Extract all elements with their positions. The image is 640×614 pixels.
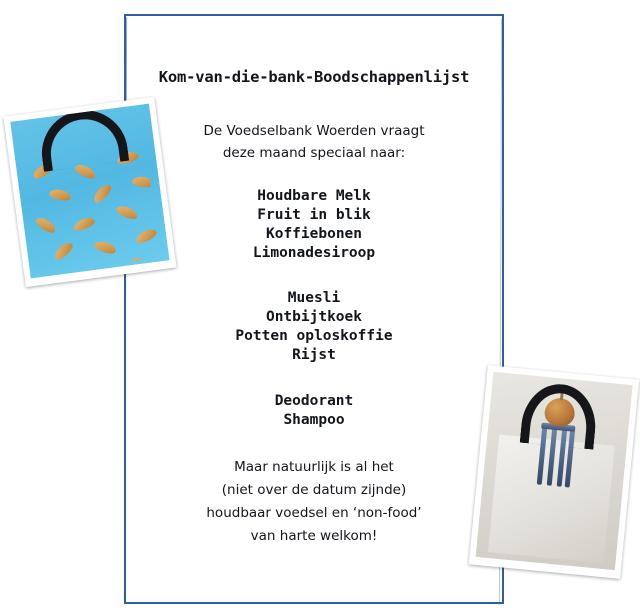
bread-icon: [91, 182, 113, 205]
bread-icon: [115, 204, 139, 222]
outro-line: houdbaar voedsel en ‘non-food’: [206, 505, 422, 522]
list-item: Deodorant: [274, 392, 354, 409]
bread-icon: [93, 239, 117, 255]
list-item: Fruit in blik: [257, 206, 371, 223]
item-group-3: [275, 392, 354, 430]
bread-icon: [52, 240, 75, 262]
page-title: Kom-van-die-bank-Boodschappenlijst: [158, 68, 470, 86]
intro-line: De Voedselbank Woerden vraagt: [203, 123, 425, 139]
blue-tote-bag-photo: [3, 97, 176, 287]
list-item: Rijst: [292, 347, 336, 364]
grey-tote-bag-photo: [469, 365, 639, 579]
bread-icon: [134, 227, 158, 246]
bread-icon: [48, 188, 72, 203]
list-item: Limonadesiroop: [252, 244, 376, 261]
item-group-2: [235, 289, 392, 366]
outro-text: [206, 456, 421, 549]
grey-tote-bag-image: [476, 372, 633, 571]
blue-tote-bag-image: [10, 104, 169, 279]
list-item: Ontbijtkoek: [265, 309, 362, 326]
list-item: Shampoo: [283, 411, 345, 428]
intro-line: deze maand speciaal naar:: [222, 145, 406, 162]
list-item: Koffiebonen: [265, 225, 363, 242]
bread-icon: [34, 215, 58, 235]
outro-line: (niet over de datum zijnde): [221, 482, 407, 498]
list-item: Muesli: [287, 290, 341, 307]
outro-line: Maar natuurlijk is al het: [234, 458, 394, 475]
intro-text: [203, 120, 424, 165]
outro-line: van harte welkom!: [250, 528, 378, 545]
item-group-1: [253, 187, 375, 264]
poster-content: [124, 14, 504, 604]
bread-icon: [72, 215, 96, 233]
list-item: Houdbare Melk: [257, 187, 371, 204]
list-item: Potten oploskoffie: [235, 328, 393, 345]
